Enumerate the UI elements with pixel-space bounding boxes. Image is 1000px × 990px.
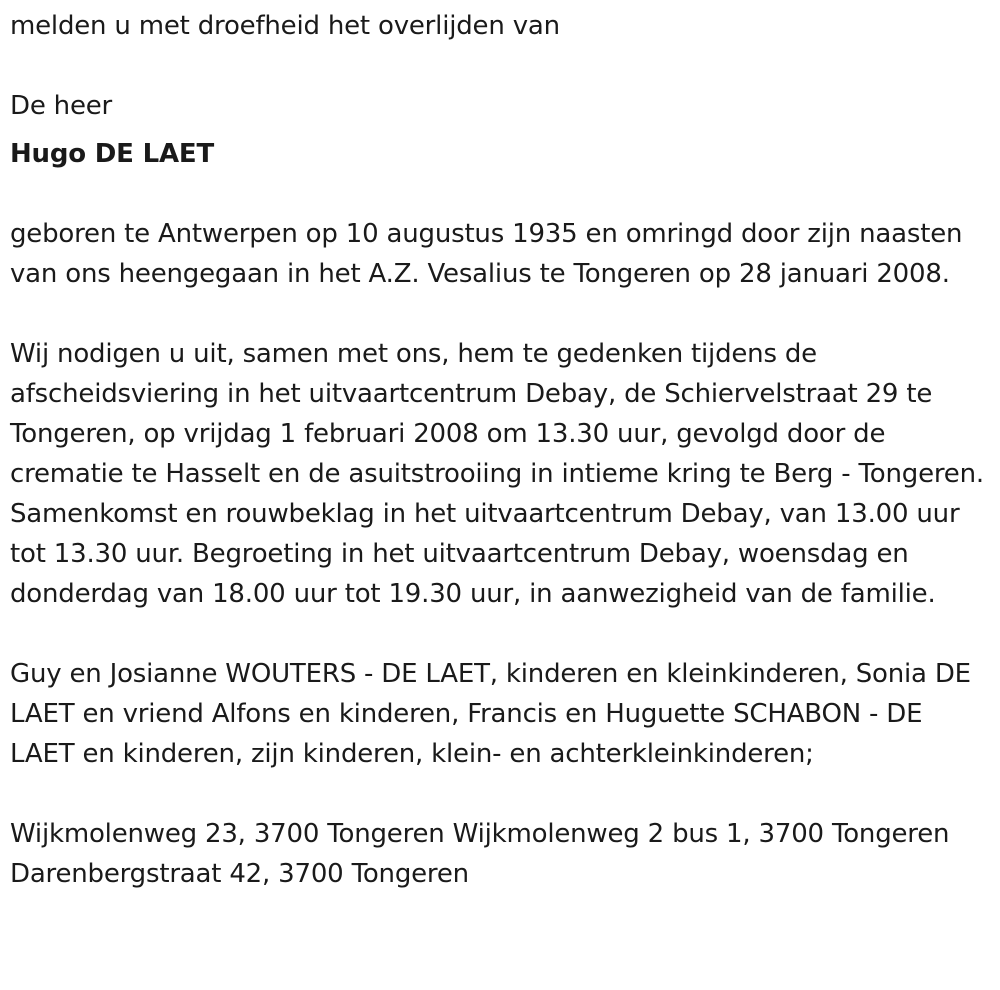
deceased-name: Hugo DE LAET [10,139,214,169]
family-paragraph: Guy en Josianne WOUTERS - DE LAET, kinderen en kleinkinderen, Sonia DE LAET en vriend Alfons en kinderen, Francis en Huguette SCHABON - DE LAET en kinderen, zijn kinderen, klein- en achterkleinkinderen; [10,659,971,769]
birth-death-paragraph: geboren te Antwerpen op 10 augustus 1935 en omringd door zijn naasten van ons heengegaan in het A.Z. Vesalius te Tongeren op 28 januari 2008. [10,219,963,289]
intro-text: melden u met droefheid het overlijden van [10,11,560,41]
honorific: De heer [10,91,113,121]
addresses-paragraph: Wijkmolenweg 23, 3700 Tongeren Wijkmolenweg 2 bus 1, 3700 Tongeren Darenbergstraat 42, 3700 Tongeren [10,819,950,889]
ceremony-paragraph: Wij nodigen u uit, samen met ons, hem te gedenken tijdens de afscheidsviering in het uitvaartcentrum Debay, de Schiervelstraat 29 te Tongeren, op vrijdag 1 februari 2008 om 13.30 uur, gevolgd door de crematie te Hasselt en de asuitstrooiing in intieme kring te Berg - Tongeren. Samenkomst en rouwbeklag in het uitvaartcentrum Debay, van 13.00 uur tot 13.30 uur. Begroeting in het uitvaartcentrum Debay, woensdag en donderdag van 18.00 uur tot 19.30 uur, in aanwezigheid van de familie. [10,339,984,609]
